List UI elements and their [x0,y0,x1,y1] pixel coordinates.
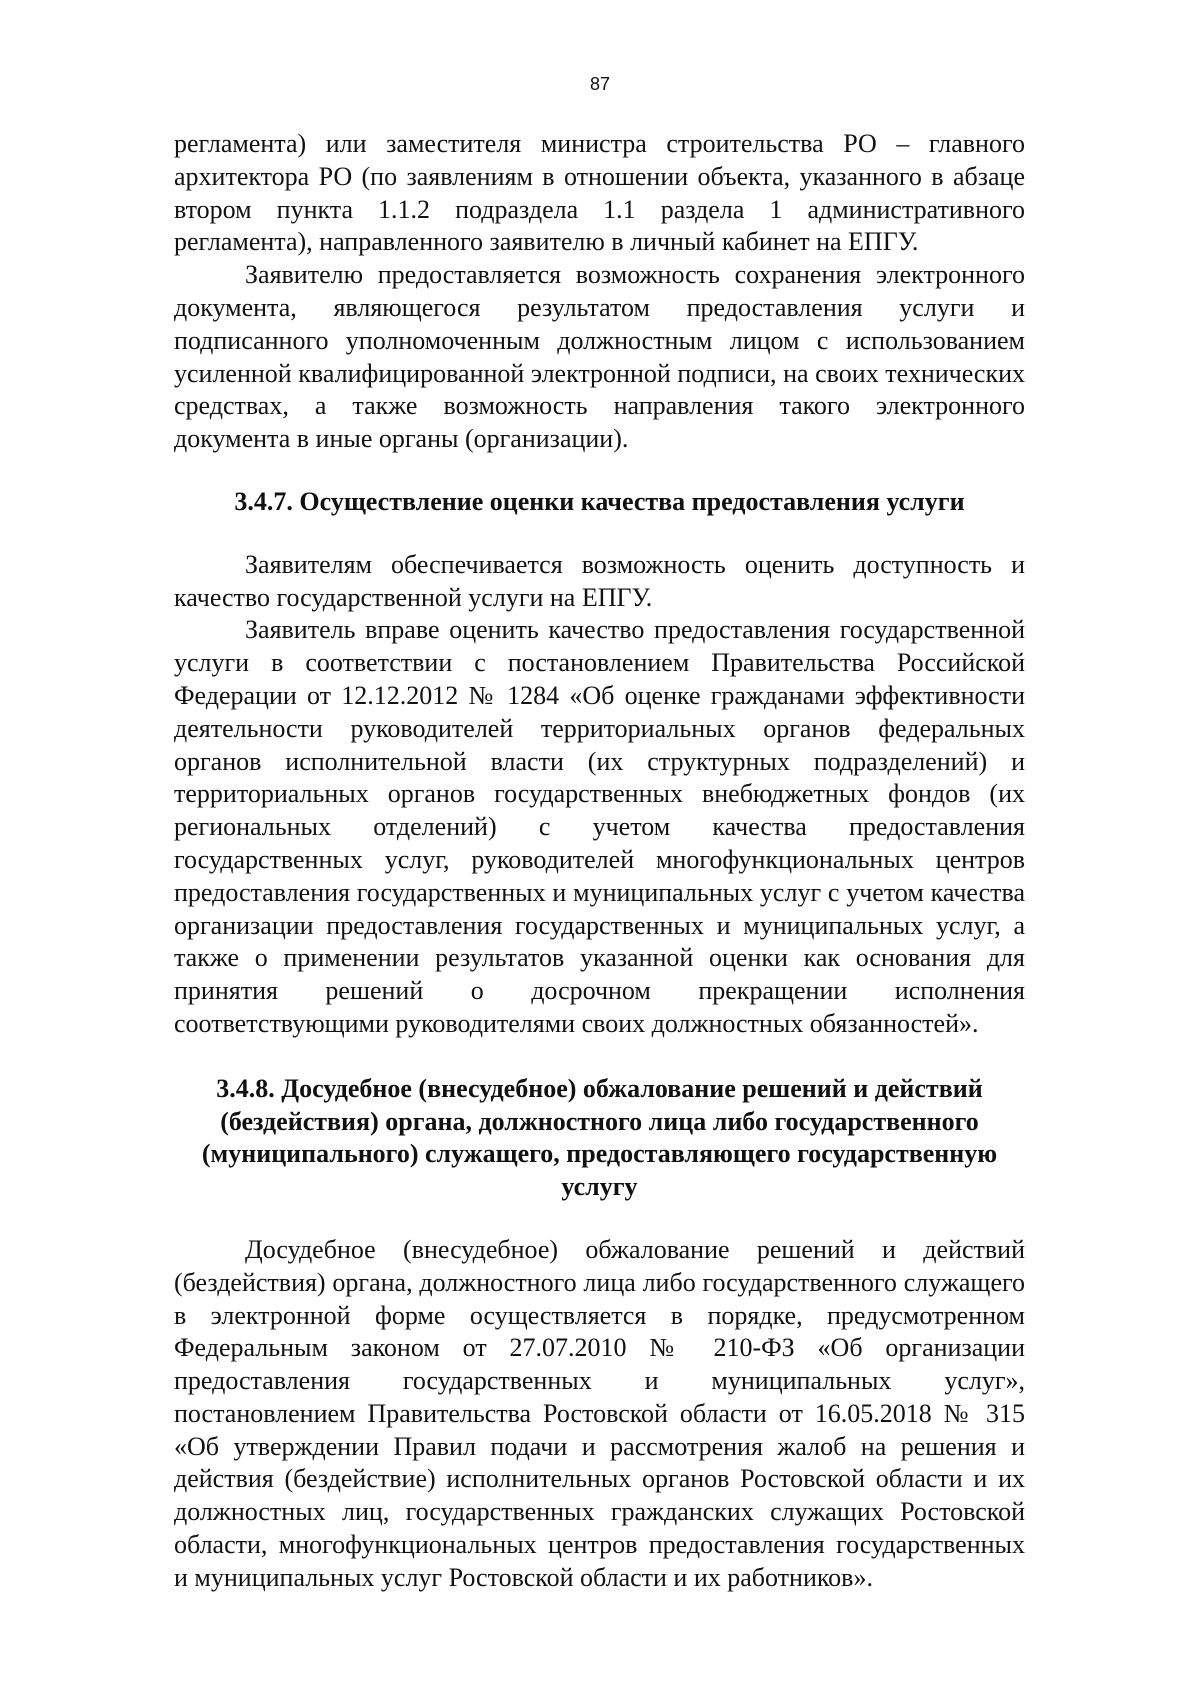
section-heading-3-4-8: 3.4.8. Досудебное (внесудебное) обжалование решений и действий (бездействия) органа, должностного лица либо государственного (муниципального) служащего, предоставляющего государственную услугу [201,1073,998,1202]
paragraph-pretrial-appeal: Досудебное (внесудебное) обжалование решений и действий (бездействия) органа, должностного лица либо государственного служащего в электронной форме осуществляется в порядке, предусмотренном Федеральным законом от 27.07.2010 № 210-ФЗ «Об организации предоставления государственных и муниципальных услуг», постановлением Правительства Ростовской области от 16.05.2018 № 315 «Об утверждении Правил подачи и рассмотрения жалоб на решения и действия (бездействие) исполнительных органов Ростовской области и их должностных лиц, государственных гражданских служащих Ростовской области, многофункциональных центров предоставления государственных и муниципальных услуг Ростовской области и их работников». [174,1234,1025,1592]
page-number: 87 [589,74,611,94]
paragraph-government-decree: Заявитель вправе оценить качество предоставления государственной услуги в соответствии с постановлением Правительства Российской Федерации от 12.12.2012 № 1284 «Об оценке гражданами эффективности деятельности руководителей территориальных органов федеральных органов исполнительной власти (их структурных подразделений) и территориальных органов государственных внебюджетных фондов (их региональных отделений) с учетом качества предоставления государственных услуг, руководителей многофункциональных центров предоставления государственных и муниципальных услуг с учетом качества организации предоставления государственных и муниципальных услуг, а также о применении результатов указанной оценки как основания для принятия решений о досрочном прекращении исполнения соответствующими руководителями своих должностных обязанностей». [174,615,1025,1038]
section-heading-3-4-7: 3.4.7. Осуществление оценки качества предоставления услуги [234,486,965,516]
paragraph-electronic-document: Заявителю предоставляется возможность сохранения электронного документа, являющегося результатом предоставления услуги и подписанного уполномоченным должностным лицом с использованием усиленной квалифицированной электронной подписи, на своих технических средствах, а также возможность направления такого электронного документа в иные органы (организации). [174,260,1025,454]
paragraph-quality-assessment: Заявителям обеспечивается возможность оценить доступность и качество государственной услуги на ЕПГУ. [174,549,1025,612]
document-body [174,128,1025,1595]
paragraph-continuation: регламента) или заместителя министра строительства РО – главного архитектора РО (по заявлениям в отношении объекта, указанного в абзаце втором пункта 1.1.2 подраздела 1.1 раздела 1 административного регламента), направленного заявителю в личный кабинет на ЕПГУ. [174,129,1025,257]
